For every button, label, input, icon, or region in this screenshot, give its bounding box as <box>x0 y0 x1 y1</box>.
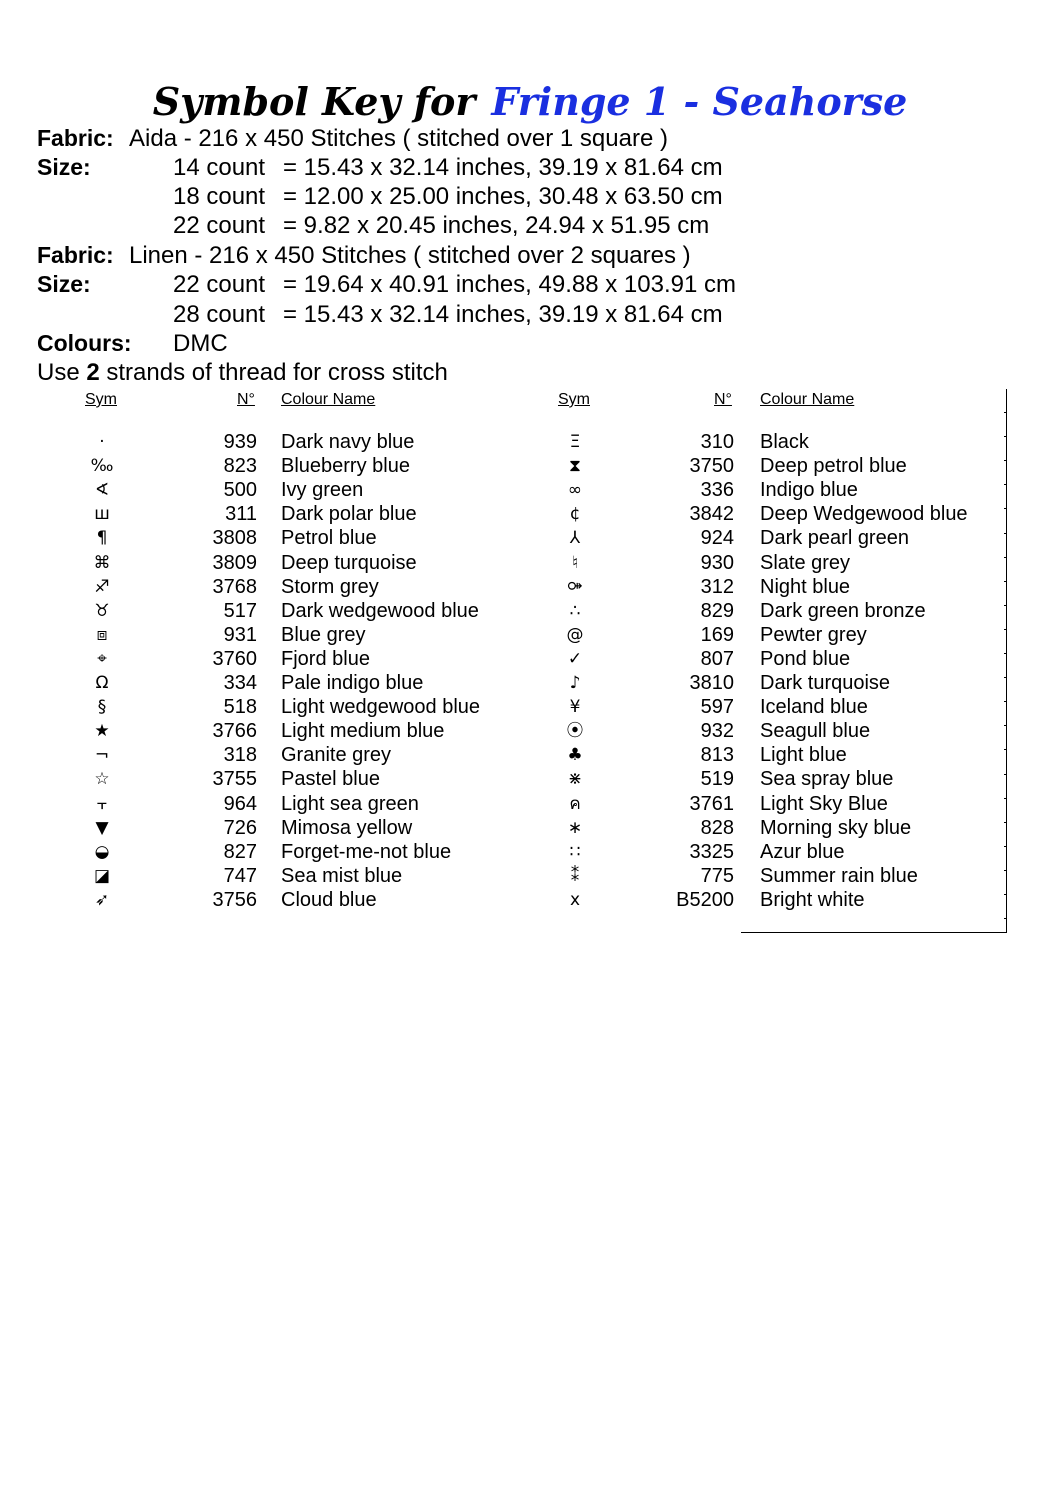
header-num-right: N° <box>714 391 732 408</box>
colour-number: 519 <box>700 768 734 791</box>
colour-name: Morning sky blue <box>760 816 912 839</box>
border-tick <box>1004 774 1007 775</box>
colour-number: 310 <box>700 431 734 453</box>
symbol-icon: ⚩ <box>567 576 583 597</box>
symbol-icon: x <box>569 889 581 910</box>
colour-name: Deep turquoise <box>281 551 417 574</box>
symbol-icon: @ <box>566 624 584 645</box>
colour-name: Sea mist blue <box>281 864 403 887</box>
colour-number: 311 <box>225 503 257 526</box>
colour-number: 3809 <box>212 551 257 574</box>
table-border-bottom <box>741 932 1007 933</box>
colour-number: 336 <box>700 479 734 502</box>
symbol-icon: ⫟ <box>96 793 108 814</box>
colour-name: Iceland blue <box>760 696 868 719</box>
symbol-icon: ¬ <box>94 745 110 766</box>
colour-number: 930 <box>700 551 734 574</box>
header-num-left: N° <box>237 391 255 408</box>
symbol-icon: ∞ <box>567 480 583 501</box>
border-tick <box>1004 533 1007 534</box>
border-tick <box>1004 822 1007 823</box>
symbol-icon: ¶ <box>96 528 108 549</box>
fabric-label: Fabric: <box>37 125 114 151</box>
colour-number: 3756 <box>212 888 257 911</box>
border-tick <box>1004 557 1007 558</box>
symbol-icon: ✓ <box>567 648 583 669</box>
colour-number: 3325 <box>689 840 734 863</box>
colour-name: Forget-me-not blue <box>281 840 452 863</box>
colour-name: Light blue <box>760 744 847 767</box>
size-count: 28 count <box>173 301 266 328</box>
linen-fabric-text: Linen - 216 x 450 Stitches ( stitched over 2 squares ) <box>129 242 691 269</box>
colour-name: Pond blue <box>760 647 851 670</box>
colour-number: 169 <box>700 623 734 646</box>
colour-number: 775 <box>700 864 734 887</box>
colour-number: 3760 <box>212 647 257 670</box>
colour-name: Sea spray blue <box>760 768 894 791</box>
strands-pre: Use <box>37 359 87 386</box>
strands-post: strands of thread for cross stitch <box>99 359 448 386</box>
colour-number: 3761 <box>689 792 734 815</box>
symbol-icon: ☆ <box>94 769 110 790</box>
colour-number: 500 <box>223 479 257 502</box>
symbol-icon: ⅄ <box>569 528 581 549</box>
border-tick <box>1004 653 1007 654</box>
colour-number: 924 <box>700 527 734 550</box>
colour-number: 3755 <box>212 768 257 791</box>
symbol-icon: ⌘ <box>93 552 111 573</box>
colour-number: 828 <box>700 816 734 839</box>
symbol-icon: ⋇ <box>567 769 583 790</box>
table-border-right <box>1006 389 1007 932</box>
colour-number: 518 <box>223 696 257 719</box>
size-dimensions: = 12.00 x 25.00 inches, 30.48 x 63.50 cm <box>283 183 723 210</box>
colour-number: 3810 <box>689 672 734 694</box>
colour-name: Granite grey <box>281 744 392 767</box>
colour-name: Dark wedgewood blue <box>281 599 479 622</box>
aida-fabric-text: Aida - 216 x 450 Stitches ( stitched over 1 square ) <box>129 125 668 152</box>
border-tick <box>1004 798 1007 799</box>
colour-number: 747 <box>223 864 257 887</box>
fabric-label: Fabric: <box>37 242 114 268</box>
symbol-icon: ‰ <box>90 456 114 477</box>
colour-number: 813 <box>700 744 734 767</box>
colour-number: 829 <box>700 599 734 622</box>
border-tick <box>1004 870 1007 871</box>
strands-note <box>37 358 448 387</box>
symbol-icon: ♮ <box>571 552 579 573</box>
border-tick <box>1004 605 1007 606</box>
colour-name: Dark polar blue <box>281 503 417 526</box>
colour-name: Indigo blue <box>760 479 858 502</box>
colour-name: Blue grey <box>281 623 366 646</box>
colour-number: 827 <box>223 840 257 863</box>
colour-number: 931 <box>223 623 257 646</box>
strands-count: 2 <box>86 359 100 386</box>
symbol-icon: ∢ <box>94 480 110 501</box>
symbol-icon: ♉ <box>94 600 110 621</box>
symbol-icon: · <box>99 432 105 452</box>
border-tick <box>1004 894 1007 895</box>
pattern-name: Fringe 1 - Seahorse <box>491 79 908 124</box>
colour-name: Blueberry blue <box>281 455 410 478</box>
size-dimensions: = 19.64 x 40.91 inches, 49.88 x 103.91 cm <box>283 271 736 298</box>
colour-name: Deep petrol blue <box>760 455 907 478</box>
colour-name: Night blue <box>760 575 851 598</box>
colour-name: Light Sky Blue <box>760 792 888 815</box>
colour-name: Deep Wedgewood blue <box>760 503 968 526</box>
border-tick <box>1004 436 1007 437</box>
colour-number: 318 <box>223 744 257 767</box>
header-name-right: Colour Name <box>760 391 855 408</box>
border-tick <box>1004 749 1007 750</box>
colour-name: Black <box>760 431 809 453</box>
colour-number: 807 <box>700 647 734 670</box>
colour-number: 3768 <box>212 575 257 598</box>
header-sym-left: Sym <box>85 391 117 408</box>
size-count: 22 count <box>173 271 266 298</box>
colour-number: 823 <box>223 455 257 478</box>
symbol-icon: ♪ <box>569 673 581 693</box>
symbol-icon: ▼ <box>95 817 109 838</box>
page-title <box>0 78 1060 126</box>
border-tick <box>1004 508 1007 509</box>
symbol-icon: ➶ <box>94 889 110 910</box>
size-count: 18 count <box>173 183 266 210</box>
symbol-icon: ⧈ <box>96 624 108 645</box>
colours-value: DMC <box>173 330 228 357</box>
symbol-icon: ∗ <box>567 817 583 838</box>
symbol-icon: ¥ <box>569 697 581 718</box>
size-count: 14 count <box>173 154 266 181</box>
colour-number: 312 <box>700 575 734 598</box>
symbol-icon: Ω <box>95 673 109 693</box>
symbol-icon: ∴ <box>569 600 581 621</box>
colour-number: 726 <box>223 816 257 839</box>
size-dimensions: = 9.82 x 20.45 inches, 24.94 x 51.95 cm <box>283 212 710 239</box>
colour-name: Summer rain blue <box>760 864 918 887</box>
symbol-icon: ш <box>94 504 110 525</box>
colour-number: B5200 <box>676 888 734 911</box>
border-tick <box>1004 460 1007 461</box>
border-tick <box>1004 629 1007 630</box>
header-sym-right: Sym <box>558 391 590 408</box>
symbol-icon: ♐ <box>94 576 110 597</box>
border-tick <box>1004 581 1007 582</box>
colour-name: Storm grey <box>281 575 379 598</box>
symbol-icon: ค <box>569 793 581 814</box>
colour-number: 932 <box>700 720 734 743</box>
colour-number: 3766 <box>212 720 257 743</box>
colour-name: Light wedgewood blue <box>281 696 481 719</box>
border-tick <box>1004 846 1007 847</box>
colour-number: 517 <box>223 599 257 622</box>
colour-name: Light medium blue <box>281 720 445 743</box>
symbol-icon: ♣ <box>567 745 583 766</box>
colour-number: 597 <box>700 696 734 719</box>
colour-name: Pewter grey <box>760 623 867 646</box>
border-tick <box>1004 412 1007 413</box>
header-name-left: Colour Name <box>281 391 376 408</box>
colour-name: Dark turquoise <box>760 672 891 694</box>
symbol-icon: ¢ <box>569 504 581 525</box>
colour-number: 3842 <box>689 503 734 526</box>
symbol-icon: ⌖ <box>97 648 107 669</box>
colour-name: Azur blue <box>760 840 845 863</box>
border-tick <box>1004 677 1007 678</box>
symbol-icon: ⧗ <box>569 456 581 477</box>
colour-number: 3808 <box>212 527 257 550</box>
symbol-icon: ∷ <box>569 841 581 862</box>
colours-label: Colours: <box>37 330 132 356</box>
border-tick <box>1004 484 1007 485</box>
colour-name: Petrol blue <box>281 527 377 550</box>
size-dimensions: = 15.43 x 32.14 inches, 39.19 x 81.64 cm <box>283 301 723 328</box>
size-label: Size: <box>37 154 91 180</box>
border-tick <box>1004 701 1007 702</box>
colour-number: 334 <box>223 672 257 694</box>
colour-name: Fjord blue <box>281 647 370 670</box>
colour-name: Dark navy blue <box>281 431 415 453</box>
colour-name: Ivy green <box>281 479 364 502</box>
size-dimensions: = 15.43 x 32.14 inches, 39.19 x 81.64 cm <box>283 154 723 181</box>
symbol-icon: ◪ <box>93 865 111 886</box>
colour-name: Cloud blue <box>281 888 377 911</box>
colour-name: Pale indigo blue <box>281 672 424 694</box>
symbol-icon: ⦿ <box>566 721 584 742</box>
size-label: Size: <box>37 271 91 297</box>
size-count: 22 count <box>173 212 266 239</box>
border-tick <box>1004 918 1007 919</box>
colour-name: Pastel blue <box>281 768 380 791</box>
colour-name: Seagull blue <box>760 720 871 743</box>
colour-name: Mimosa yellow <box>281 816 413 839</box>
symbol-icon: ⁑ <box>570 865 580 886</box>
border-tick <box>1004 725 1007 726</box>
colour-name: Bright white <box>760 888 865 911</box>
colour-name: Slate grey <box>760 551 851 574</box>
title-prefix: Symbol Key for <box>152 79 476 124</box>
colour-name: Light sea green <box>281 792 419 815</box>
colour-number: 3750 <box>689 455 734 478</box>
symbol-icon: ★ <box>94 721 110 742</box>
colour-number: 939 <box>223 431 257 453</box>
symbol-icon: Ξ <box>569 432 581 452</box>
symbol-icon: § <box>97 697 107 718</box>
colour-name: Dark green bronze <box>760 599 926 622</box>
colour-number: 964 <box>223 792 257 815</box>
symbol-icon: ◒ <box>94 841 110 862</box>
colour-name: Dark pearl green <box>760 527 909 550</box>
